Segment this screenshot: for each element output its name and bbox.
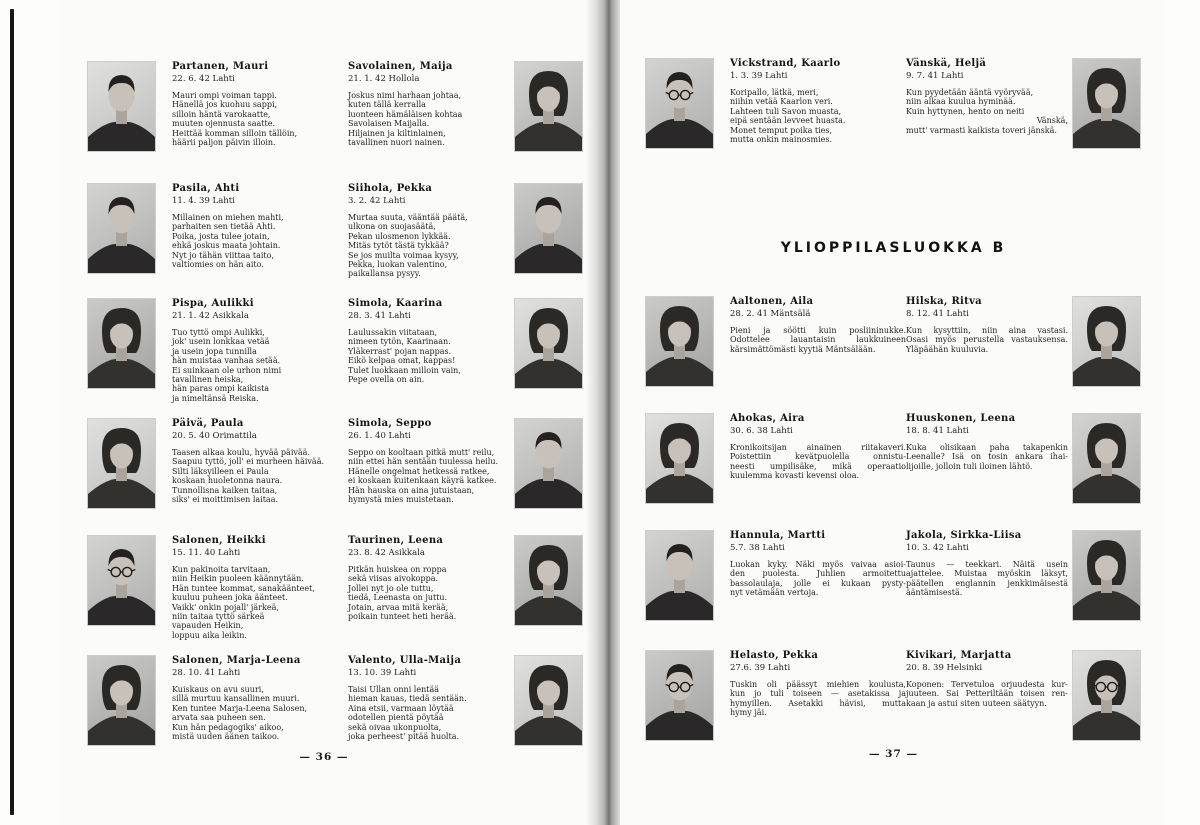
student-name: Simola, Kaarina — [348, 298, 443, 309]
description-line: ulkona on suojasäätä, — [348, 222, 436, 232]
yearbook-entry — [348, 183, 582, 279]
description-line: joka perheest' pitää huolta. — [348, 732, 460, 742]
student-name: Savolainen, Maija — [348, 61, 453, 72]
description-line: Heittää komman silloin tällöin, — [172, 128, 298, 138]
page-edge-line — [10, 9, 14, 815]
description-line: nyt vetämään vertoja. — [730, 588, 819, 598]
description-line: Koripallo, lätkä, meri, — [730, 88, 819, 97]
description-line: hieman kauas, tiedä sentään. — [348, 694, 467, 704]
description-line: Tulet luokkaan milloin vain, — [348, 365, 461, 375]
description-line: Vänskä, — [1036, 116, 1068, 126]
description-line: Hän tuntee kommat, sanakäänteet, — [172, 583, 315, 593]
student-info — [730, 413, 906, 481]
description-line: kärsimättömästi kyytiä Mäntsälään. — [730, 344, 876, 354]
description-line: kun jo tuli toiseen — asetakissa ja — [730, 689, 906, 699]
description-line: muuten ojennusta saatte. — [172, 119, 276, 129]
student-description — [906, 443, 1068, 471]
student-portrait-photo — [1073, 414, 1140, 503]
student-description — [348, 685, 510, 741]
student-name: Salonen, Heikki — [172, 535, 266, 546]
yearbook-entry — [88, 655, 348, 745]
student-portrait-photo — [515, 656, 582, 745]
student-birthdate-hometown: 22. 6. 42 Lahti — [172, 74, 235, 84]
description-line: kuulemma kovasti kevensi oloa. — [730, 471, 860, 481]
entry-row — [88, 535, 580, 640]
description-line: Se jos muilta voimaa kysyy, — [348, 250, 459, 260]
description-line: sillä murtuu kansallinen muuri. — [172, 694, 300, 704]
student-description — [172, 565, 348, 640]
description-line: Nyt jo tähän viittaa taito, — [172, 250, 274, 260]
portrait-female-icon — [515, 536, 582, 625]
description-line: Lahteen tuli Savon muasta, — [730, 106, 842, 116]
portrait-male-icon — [88, 184, 155, 273]
entry-row — [646, 413, 1131, 503]
student-info — [348, 655, 510, 741]
description-line: Kun pakinoita tarvitaan, — [172, 565, 271, 574]
description-line: Joskus nimi harhaan johtaa, — [348, 91, 462, 100]
page-number-37: — 37 — — [869, 748, 918, 760]
description-line: Kuin hyttynen, hento on neiti — [906, 106, 1025, 116]
student-birthdate-hometown: 3. 2. 42 Lahti — [348, 196, 406, 206]
description-line: Tuo tyttö ompi Aulikki, — [172, 328, 265, 337]
description-line: Mitäs tytöt tästä tykkää? — [348, 241, 449, 251]
student-portrait-photo — [1073, 531, 1140, 620]
student-name: Simola, Seppo — [348, 418, 432, 429]
description-line: bassolaulaja, jolle ei kukaan pysty- — [730, 578, 906, 588]
description-line: tiedä, Leenasta on juttu. — [348, 593, 448, 603]
description-line: Vaikk' onkin pojall' järkeä, — [172, 602, 279, 612]
student-birthdate-hometown: 26. 1. 40 Lahti — [348, 431, 411, 441]
description-line: Taisi Ullan onni lentää — [348, 685, 439, 694]
entry-row — [88, 298, 580, 403]
student-birthdate-hometown: 1. 3. 39 Lahti — [730, 71, 788, 81]
entry-row — [88, 655, 580, 745]
description-line: ja nimeltänsä Reiska. — [172, 393, 259, 403]
portrait-female-icon — [1073, 531, 1140, 620]
description-line: Aina etsii, varmaan löytää — [348, 703, 454, 713]
student-info — [348, 418, 510, 504]
student-description — [172, 91, 348, 147]
description-line: Taasen alkaa koulu, hyvää päivää. — [172, 448, 310, 457]
student-info — [906, 58, 1068, 135]
entry-row — [88, 418, 580, 508]
portrait-female-icon — [88, 419, 155, 508]
description-line: nimeen tytön, Kaarinaan. — [348, 337, 451, 347]
student-name: Huuskonen, Leena — [906, 413, 1016, 424]
portrait-male-glasses-icon — [646, 651, 713, 740]
student-description — [348, 91, 510, 147]
description-line: Laulussakin viitataan, — [348, 328, 438, 337]
yearbook-entry — [348, 418, 582, 508]
yearbook-entry — [88, 298, 348, 403]
description-line: kuten tällä kerralla — [348, 100, 426, 110]
entry-row — [646, 650, 1131, 740]
yearbook-entry — [906, 58, 1140, 148]
portrait-male-icon — [88, 62, 155, 151]
description-line: Kun kysyttiin, niin aina vastasi. — [906, 326, 1068, 335]
description-line: tavallinen nuori nainen. — [348, 138, 445, 148]
student-portrait-photo — [1073, 297, 1140, 386]
student-birthdate-hometown: 21. 1. 42 Hollola — [348, 74, 420, 84]
description-line: sekä oivaa ukonpuolta, — [348, 722, 442, 732]
student-portrait-photo — [515, 62, 582, 151]
description-line: Kun hän pedagogiks' aikoo, — [172, 722, 284, 732]
description-line: Osasi myös perustella vastauksensa. — [906, 335, 1068, 345]
portrait-male-icon — [646, 531, 713, 620]
description-line: Jotain, arvaa mitä kerää, — [348, 602, 449, 612]
yearbook-entry — [88, 61, 348, 151]
student-portrait-photo — [646, 414, 713, 503]
yearbook-entry — [348, 61, 582, 151]
page-number-36: — 36 — — [299, 751, 349, 763]
description-line: Pieni ja söötti kuin posliininukke. — [730, 326, 906, 335]
portrait-female-icon — [646, 414, 713, 503]
yearbook-entry — [88, 183, 348, 273]
student-info — [348, 298, 510, 384]
student-info — [172, 61, 348, 147]
description-line: päätellen englannin jenkkimäisestä — [906, 578, 1068, 588]
student-birthdate-hometown: 5.7. 38 Lahti — [730, 543, 785, 553]
student-portrait-photo — [646, 59, 713, 148]
student-description — [348, 213, 510, 279]
description-line: Monet temput poika ties, — [730, 125, 833, 135]
student-name: Valento, Ulla-Maija — [348, 655, 462, 666]
student-name: Jakola, Sirkka-Liisa — [906, 530, 1022, 541]
description-line: poikain tunteet heti herää. — [348, 612, 457, 622]
student-info — [730, 296, 906, 354]
description-line: valtiomies on hän aito. — [172, 260, 264, 270]
portrait-female-icon — [646, 297, 713, 386]
student-birthdate-hometown: 18. 8. 41 Lahti — [906, 426, 969, 436]
description-line: arvata saa puheen sen. — [172, 713, 266, 723]
description-line: Pitkän huiskea on roppa — [348, 565, 447, 574]
portrait-male-glasses-icon — [88, 536, 155, 625]
yearbook-entry — [646, 650, 906, 740]
description-line: vapauden Heikin, — [172, 621, 244, 631]
description-line: hän muistaa vanhaa setää. — [172, 356, 281, 366]
student-birthdate-hometown: 11. 4. 39 Lahti — [172, 196, 235, 206]
description-line: niin ettei hän sentään tuulessa heilu. — [348, 457, 499, 467]
student-birthdate-hometown: 28. 10. 41 Lahti — [172, 668, 241, 678]
portrait-female-icon — [515, 656, 582, 745]
description-line: mutt' varmasti kaikista toveri jänskä. — [906, 125, 1057, 135]
student-portrait-photo — [1073, 651, 1140, 740]
student-name: Pispa, Aulikki — [172, 298, 254, 309]
student-birthdate-hometown: 13. 10. 39 Lahti — [348, 668, 417, 678]
student-info — [348, 535, 510, 621]
student-birthdate-hometown: 30. 6. 38 Lahti — [730, 426, 793, 436]
student-name: Pasila, Ahti — [172, 183, 240, 194]
yearbook-entry — [646, 530, 906, 620]
description-line: Pepe ovella on ain. — [348, 375, 425, 385]
description-line: ehkä joskus maata johtain. — [172, 241, 281, 251]
description-line: koskaan huoletonna naura. — [172, 476, 283, 486]
description-line: Tunnollisna kaiken taitaa, — [172, 485, 278, 495]
description-line: Poika, josta tulee jotain, — [172, 231, 270, 241]
student-description — [730, 326, 906, 354]
description-line: Kuka olisikaan paha takapenkin — [906, 443, 1068, 452]
student-birthdate-hometown: 23. 8. 42 Asikkala — [348, 548, 425, 558]
student-birthdate-hometown: 28. 3. 41 Lahti — [348, 311, 411, 321]
description-line: odotellen pientä pöytää — [348, 713, 444, 723]
student-portrait-photo — [515, 419, 582, 508]
student-portrait-photo — [88, 536, 155, 625]
description-line: Millainen on miehen mahti, — [172, 213, 284, 222]
entry-row — [88, 61, 580, 151]
student-portrait-photo — [646, 297, 713, 386]
description-line: hymystä mies muistetaan. — [348, 495, 454, 505]
student-description — [906, 326, 1068, 354]
portrait-female-icon — [1073, 297, 1140, 386]
yearbook-entry — [646, 296, 906, 386]
student-description — [906, 680, 1068, 708]
yearbook-entry — [646, 58, 906, 148]
description-line: Kuiskaus on avu suuri, — [172, 685, 264, 694]
student-name: Päivä, Paula — [172, 418, 244, 429]
student-info — [906, 296, 1068, 354]
student-name: Salonen, Marja-Leena — [172, 655, 301, 666]
description-line: eipä sentään levveet huasta. — [730, 116, 846, 126]
description-line: neesti umpilisäke, mikä operaatio — [730, 461, 906, 471]
entry-row — [646, 530, 1131, 620]
student-portrait-photo — [515, 536, 582, 625]
description-line: parhaiten sen tietää Ahti. — [172, 222, 276, 232]
description-line: Murtaa suuta, vääntää päätä, — [348, 213, 468, 222]
student-name: Aaltonen, Aila — [730, 296, 814, 307]
description-line: loppuu aika leikin. — [172, 630, 247, 640]
description-line: Hiljainen ja kiltinlainen, — [348, 128, 446, 138]
student-birthdate-hometown: 20. 5. 40 Orimattila — [172, 431, 257, 441]
description-line: mutta onkin mainosmies. — [730, 135, 833, 145]
student-name: Hilska, Ritva — [906, 296, 982, 307]
portrait-female-icon — [88, 656, 155, 745]
yearbook-entry — [646, 413, 906, 503]
description-line: Pekan ulosmenon lykkää. — [348, 231, 451, 241]
student-portrait-photo — [1073, 59, 1140, 148]
student-description — [348, 565, 510, 621]
book-spine — [586, 0, 624, 825]
description-line: Jollei nyt jo ole tuttu, — [348, 583, 434, 593]
student-description — [348, 448, 510, 504]
student-name: Vickstrand, Kaarlo — [730, 58, 841, 69]
description-line: jok' usein lonkkaa vetää — [172, 337, 270, 347]
portrait-female-icon — [1073, 59, 1140, 148]
student-birthdate-hometown: 27.6. 39 Lahti — [730, 663, 791, 673]
student-info — [730, 650, 906, 718]
portrait-female-icon — [1073, 414, 1140, 503]
yearbook-entry — [88, 535, 348, 640]
student-info — [172, 418, 348, 504]
student-description — [730, 88, 906, 144]
student-birthdate-hometown: 20. 8. 39 Helsinki — [906, 663, 983, 673]
description-line: Mauri ompi voiman tappi. — [172, 91, 277, 100]
description-line: Seppo on kooltaan pitkä mutt' reilu, — [348, 448, 495, 457]
student-portrait-photo — [515, 184, 582, 273]
portrait-female-icon — [515, 62, 582, 151]
description-line: luonteen hämäläisen kohtaa — [348, 109, 463, 119]
entry-row — [646, 296, 1131, 386]
description-line: mistä uuden äänen taikoo. — [172, 732, 280, 742]
description-line: Yläpäähän kuuluvia. — [906, 344, 989, 354]
description-line: niin Heikin puoleen käännytään. — [172, 574, 304, 584]
description-line: lijoille, jolloin tuli iloinen lähtö. — [906, 461, 1033, 471]
description-line: ajattelee. Muistaa myöskin läksyt, — [906, 569, 1068, 579]
student-portrait-photo — [88, 419, 155, 508]
student-info — [730, 530, 906, 598]
description-line: Leenalle? Isä on tosin ankara ihai- — [906, 452, 1068, 462]
description-line: kuuluu puheen joka äänteet. — [172, 593, 288, 603]
description-line: Hän hauska on aina jutuistaan, — [348, 485, 475, 495]
yearbook-entry — [348, 655, 582, 745]
student-name: Hannula, Martti — [730, 530, 826, 541]
student-description — [172, 328, 348, 403]
description-line: silloin häntä varokaatte, — [172, 109, 271, 119]
student-portrait-photo — [88, 656, 155, 745]
description-line: Kronikoitsijan ainainen riitakaveri. — [730, 443, 906, 452]
entry-row — [646, 58, 1131, 148]
description-line: Hänellä jos kuohuu sappi, — [172, 100, 278, 110]
student-name: Siihola, Pekka — [348, 183, 433, 194]
yearbook-entry — [906, 530, 1140, 620]
student-info — [906, 650, 1068, 708]
description-line: Yläkerrast' pojan nappas. — [348, 346, 452, 356]
description-line: Poistettiin kevätpuolella onnistu- — [730, 452, 906, 462]
yearbook-entry — [906, 413, 1140, 503]
description-line: Tuskin oli päässyt miehien koulusta, — [730, 680, 906, 689]
description-line: Odottelee lauantaisin laukkuineen — [730, 335, 906, 345]
portrait-female-icon — [515, 299, 582, 388]
description-line: niin alkaa kuulua hyminää. — [906, 97, 1016, 107]
student-name: Helasto, Pekka — [730, 650, 819, 661]
student-portrait-photo — [646, 651, 713, 740]
student-description — [172, 685, 348, 741]
description-line: Hänelle ongelmat hetkessä ratkee, — [348, 466, 490, 476]
student-name: Kivikari, Marjatta — [906, 650, 1012, 661]
portrait-female-glasses-icon — [1073, 651, 1140, 740]
description-line: Ei suinkaan ole urhon nimi — [172, 365, 282, 375]
yearbook-entry — [348, 535, 582, 625]
student-birthdate-hometown: 8. 12. 41 Lahti — [906, 309, 969, 319]
description-line: ääntämisestä. — [906, 588, 963, 598]
student-description — [172, 448, 348, 504]
student-name: Ahokas, Aira — [730, 413, 805, 424]
portrait-male-glasses-icon — [646, 59, 713, 148]
student-description — [730, 560, 906, 598]
student-birthdate-hometown: 9. 7. 41 Lahti — [906, 71, 964, 81]
yearbook-entry — [906, 650, 1140, 740]
student-info — [172, 535, 348, 640]
student-info — [906, 530, 1068, 598]
student-description — [906, 88, 1068, 135]
student-info — [348, 61, 510, 147]
description-line: niin taitaa tyttö särkeä — [172, 612, 265, 622]
page-36 — [58, 0, 590, 825]
student-description — [906, 560, 1068, 598]
description-line: kaan ja astui siten uuteen säätyyn. — [906, 698, 1047, 708]
description-line: hymy jäi. — [730, 708, 767, 718]
description-line: ei koskaan kuitenkaan käyrä katkee. — [348, 476, 497, 486]
yearbook-entry — [348, 298, 582, 388]
description-line: hymyillen. Asetakki hävisi, mutta — [730, 698, 906, 708]
student-birthdate-hometown: 15. 11. 40 Lahti — [172, 548, 241, 558]
student-birthdate-hometown: 21. 1. 42 Asikkala — [172, 311, 249, 321]
student-description — [172, 213, 348, 269]
description-line: niihin vetää Kaarlon veri. — [730, 97, 833, 107]
description-line: Luokan kyky. Näki myös vaivaa asioi- — [730, 560, 906, 569]
student-info — [172, 655, 348, 741]
student-birthdate-hometown: 28. 2. 41 Mäntsälä — [730, 309, 811, 319]
student-portrait-photo — [515, 299, 582, 388]
student-name: Partanen, Mauri — [172, 61, 269, 72]
portrait-male-icon — [515, 419, 582, 508]
description-line: Kun pyydetään ääntä vyöryvää, — [906, 88, 1034, 97]
student-portrait-photo — [88, 184, 155, 273]
description-line: Savolaisen Maijalla. — [348, 119, 430, 129]
description-line: siks' ei moittimisen laitaa. — [172, 495, 279, 505]
description-line: paikallansa pysyy. — [348, 269, 421, 279]
yearbook-entry — [906, 296, 1140, 386]
student-name: Taurinen, Leena — [348, 535, 444, 546]
student-portrait-photo — [88, 299, 155, 388]
student-name: Vänskä, Heljä — [906, 58, 987, 69]
description-line: tavallinen heiska, — [172, 375, 244, 385]
description-line: Silti läksyilleen ei Paula — [172, 466, 269, 476]
student-description — [730, 680, 906, 718]
description-line: Koponen: Tervetuloa orjuudesta kur- — [906, 680, 1068, 689]
description-line: Saapuu tyttö, joll' ei murheen häivää. — [172, 457, 325, 467]
student-portrait-photo — [646, 531, 713, 620]
description-line: ja usein jopa tunnilla — [172, 346, 257, 356]
student-portrait-photo — [88, 62, 155, 151]
entry-row — [88, 183, 580, 279]
student-info — [348, 183, 510, 279]
description-line: hän paras ompi kaikista — [172, 384, 270, 394]
description-line: Pekka, luokan valentino, — [348, 260, 448, 270]
student-birthdate-hometown: 10. 3. 42 Lahti — [906, 543, 969, 553]
portrait-female-icon — [88, 299, 155, 388]
student-info — [730, 58, 906, 144]
portrait-male-icon — [515, 184, 582, 273]
yearbook-entry — [88, 418, 348, 508]
class-heading: YLIOPPILASLUOKKA B — [780, 240, 1007, 256]
description-line: Eikö kelpaa omat, kappas! — [348, 356, 456, 366]
description-line: juuteen. Sai Petteriltään toisen ren- — [906, 689, 1068, 699]
page-37 — [620, 0, 1167, 825]
description-line: Taunus — teekkari. Näitä usein — [906, 560, 1068, 569]
student-description — [730, 443, 906, 481]
student-info — [172, 183, 348, 269]
description-line: den puolesta. Juhlien armoitettu — [730, 569, 906, 579]
description-line: häärii paljon päivin illoin. — [172, 138, 276, 148]
student-description — [348, 328, 510, 384]
student-info — [172, 298, 348, 403]
description-line: sekä viisas aivokoppa. — [348, 574, 439, 584]
student-info — [906, 413, 1068, 471]
description-line: Ken tuntee Marja-Leena Salosen, — [172, 703, 308, 713]
